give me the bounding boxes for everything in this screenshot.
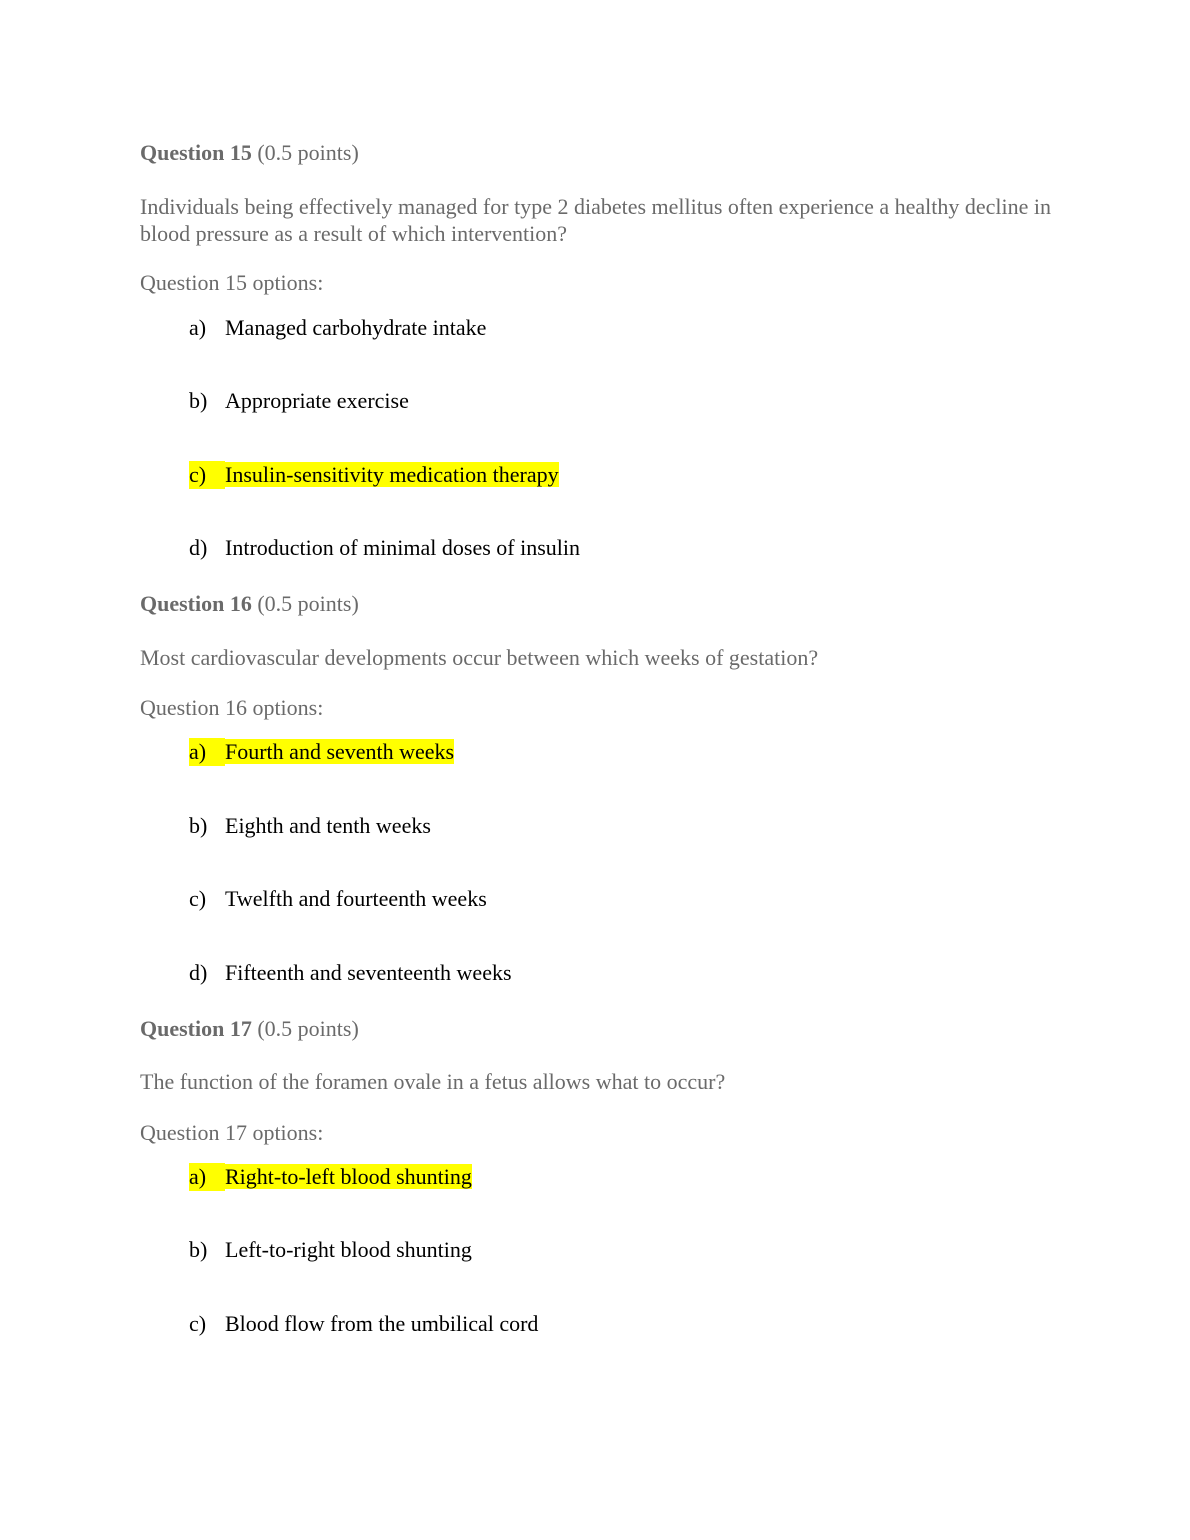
option-text: Right-to-left blood shunting (225, 1164, 472, 1189)
option-letter: c) (189, 1311, 207, 1336)
question-points: (0.5 points) (257, 140, 359, 165)
option-text: Blood flow from the umbilical cord (225, 1311, 539, 1336)
option-letter: a) (189, 1163, 225, 1191)
question-label: Question 17 (140, 1016, 252, 1041)
question-17-option-b[interactable] (189, 1236, 472, 1264)
option-letter: b) (189, 1237, 208, 1262)
question-label: Question 16 (140, 591, 252, 616)
question-17-options-label: Question 17 options: (140, 1120, 324, 1145)
option-text: Fifteenth and seventeenth weeks (225, 960, 512, 985)
option-letter: a) (189, 315, 207, 340)
question-17-header (140, 1015, 359, 1043)
question-16-option-d[interactable] (189, 959, 512, 987)
option-text: Appropriate exercise (225, 388, 409, 413)
question-points: (0.5 points) (257, 1016, 359, 1041)
option-text: Introduction of minimal doses of insulin (225, 535, 581, 560)
question-15-header (140, 139, 359, 167)
question-16-options-label: Question 16 options: (140, 695, 324, 720)
option-text: Left-to-right blood shunting (225, 1237, 472, 1262)
question-17-option-c[interactable] (189, 1310, 538, 1338)
question-16-header (140, 590, 359, 618)
option-text: Eighth and tenth weeks (225, 813, 431, 838)
question-16-option-a[interactable] (189, 738, 454, 766)
option-text: Insulin-sensitivity medication therapy (225, 462, 559, 487)
question-15-option-b[interactable] (189, 387, 409, 415)
question-15-stem: Individuals being effectively managed for type 2 diabetes mellitus often experience a healthy decline in blood pressure as a result of which intervention? (140, 194, 1052, 246)
option-text: Fourth and seventh weeks (225, 739, 455, 764)
option-text: Managed carbohydrate intake (225, 315, 487, 340)
option-letter: d) (189, 960, 208, 985)
question-16-option-b[interactable] (189, 812, 431, 840)
question-16-stem: Most cardiovascular developments occur between which weeks of gestation? (140, 645, 819, 670)
question-17-option-a[interactable] (189, 1163, 472, 1191)
option-letter: b) (189, 388, 208, 413)
question-15-option-a[interactable] (189, 314, 486, 342)
question-15-option-d[interactable] (189, 534, 580, 562)
option-letter: d) (189, 535, 208, 560)
question-15-option-c[interactable] (189, 461, 559, 489)
question-17-stem: The function of the foramen ovale in a fetus allows what to occur? (140, 1069, 726, 1094)
option-letter: c) (189, 886, 207, 911)
question-label: Question 15 (140, 140, 252, 165)
option-letter: b) (189, 813, 208, 838)
option-letter: a) (189, 738, 225, 766)
question-15-options-label: Question 15 options: (140, 270, 324, 295)
question-16-option-c[interactable] (189, 885, 487, 913)
option-letter: c) (189, 461, 225, 489)
option-text: Twelfth and fourteenth weeks (225, 886, 487, 911)
question-points: (0.5 points) (257, 591, 359, 616)
